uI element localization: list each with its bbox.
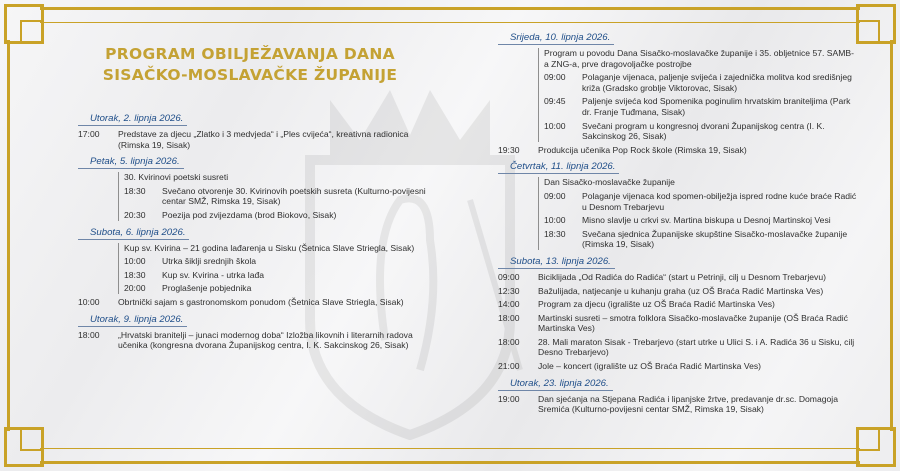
page-title [80, 44, 420, 86]
day-section [498, 378, 858, 415]
event-time: 14:00 [498, 299, 520, 310]
event-row [498, 337, 858, 358]
event-text: Jole – koncert (igralište uz OŠ Braća Radić Martinska Ves) [538, 361, 762, 372]
event-time: 09:00 [544, 190, 566, 201]
event-group-title: Dan Sisačko-moslavačke županije [544, 177, 675, 188]
event-time: 10:00 [78, 296, 100, 307]
event-text: Svečana sjednica Županijske skupštine Sisačko-moslavačke županije (Rimska 19, Sisak) [582, 228, 848, 250]
frame-corner-br-inner [856, 427, 880, 451]
event-group [538, 48, 858, 142]
title-line-2: SISAČKO-MOSLAVAČKE ŽUPANIJE [102, 66, 398, 84]
event-text: Polaganje vijenaca, paljenje svijeća i zajednička molitva kod središnjeg križa (Gradsko groblje Viktorovac, Sisak) [582, 72, 852, 93]
event-row [78, 297, 438, 308]
event-row [124, 186, 438, 207]
event-row [124, 256, 438, 267]
event-text: 28. Mali maraton Sisak - Trebarjevo (start utrke u Ulici S. i A. Radića 36 u Sisku, cilj Desno Trebarjevo) [538, 336, 855, 358]
event-time: 12:30 [498, 285, 520, 296]
event-time: 09:45 [544, 96, 566, 107]
event-row [544, 96, 858, 117]
event-row [498, 394, 858, 415]
left-column [78, 113, 438, 357]
event-text: Svečani program u kongresnoj dvorani Županijskog centra (I. K. Sakcinskog 26, Sisak) [582, 120, 825, 142]
title-line-1: PROGRAM OBILJEŽAVANJA DANA [105, 45, 395, 63]
event-text: Proglašenje pobjednika [162, 283, 252, 294]
event-row [498, 272, 858, 283]
event-row [78, 129, 438, 150]
event-group [118, 172, 438, 220]
event-time: 21:00 [498, 361, 520, 372]
day-section [498, 161, 858, 250]
event-row [498, 313, 858, 334]
event-text: Dan sjećanja na Stjepana Radića i lipanjske žrtve, predavanje dr.sc. Domagoja Sremića (Kulturno-povijesni centar SMŽ, Rimska 19, Sisak) [538, 393, 838, 415]
event-row [124, 270, 438, 281]
event-row [124, 210, 438, 221]
day-section [498, 32, 858, 155]
day-section [78, 314, 438, 351]
event-text: Paljenje svijeća kod Spomenika poginulim hrvatskim braniteljima (Park dr. Franje Tuđmana, Sisak) [582, 96, 851, 117]
event-time: 18:00 [498, 336, 520, 347]
event-row [498, 299, 858, 310]
event-text: Produkcija učenika Pop Rock škole (Rimska 19, Sisak) [538, 144, 747, 155]
event-time: 18:30 [124, 185, 146, 196]
event-time: 18:00 [498, 312, 520, 323]
event-row [544, 229, 858, 250]
frame-left [7, 40, 10, 431]
event-time: 09:00 [544, 72, 566, 83]
event-group [538, 177, 858, 250]
day-title: Subota, 13. lipnja 2026. [498, 256, 615, 269]
event-row [498, 361, 858, 372]
event-text: Poezija pod zvijezdama (brod Biokovo, Sisak) [162, 209, 337, 220]
event-text: Program za djecu (igralište uz OŠ Braća Radić Martinska Ves) [538, 299, 775, 310]
day-title: Utorak, 2. lipnja 2026. [78, 113, 187, 126]
event-time: 09:00 [498, 271, 520, 282]
event-text: Martinski susreti – smotra folklora Sisačko-moslavačke županije (OŠ Braća Radić Martinska Ves) [538, 312, 848, 334]
event-text: „Hrvatski branitelji – junaci modernog doba“ Izložba likovnih i literarnih radova učenika (kongresna dvorana Županijskog centra, I. K. Sakcinskog 26, Sisak) [118, 329, 413, 351]
event-time: 10:00 [124, 256, 146, 267]
event-group [118, 243, 438, 294]
event-row [544, 72, 858, 93]
event-group-title: 30. Kvirinovi poetski susreti [124, 172, 229, 183]
event-time: 20:00 [124, 283, 146, 294]
event-row [124, 283, 438, 294]
day-title: Četvrtak, 11. lipnja 2026. [498, 161, 619, 174]
event-text: Svečano otvorenje 30. Kvirinovih poetskih susreta (Kulturno-povijesni centar SMŽ, Rimska 19, Sisak) [162, 185, 426, 207]
event-group-title: Program u povodu Dana Sisačko-moslavačke županije i 35. obljetnice 57. SAMB-a ZNG-a, prve dragovoljačke postrojbe [544, 48, 855, 69]
event-row [544, 215, 858, 226]
frame-inner-bottom [40, 448, 860, 449]
event-time: 18:00 [78, 329, 100, 340]
event-group-title: Kup sv. Kvirina – 21 godina lađarenja u Sisku (Šetnica Slave Striegla, Sisak) [124, 242, 415, 253]
frame-corner-tr-inner [856, 20, 880, 44]
event-row [498, 145, 858, 156]
frame-inner-top [40, 22, 860, 23]
day-title: Utorak, 23. lipnja 2026. [498, 378, 613, 391]
event-row [498, 286, 858, 297]
event-time: 10:00 [544, 215, 566, 226]
day-section [78, 156, 438, 220]
event-text: Biciklijada „Od Radića do Radića“ (start u Petrinji, cilj u Desnom Trebarjevu) [538, 271, 826, 282]
frame-corner-tl-inner [20, 20, 44, 44]
frame-corner-bl-inner [20, 427, 44, 451]
event-text: Bažulijada, natjecanje u kuhanju graha (uz OŠ Braća Radić Martinska Ves) [538, 285, 824, 296]
event-time: 10:00 [544, 120, 566, 131]
event-text: Utrka šiklji srednjih škola [162, 256, 257, 267]
event-time: 19:30 [498, 144, 520, 155]
event-row [78, 330, 438, 351]
right-column [498, 32, 858, 421]
event-time: 20:30 [124, 209, 146, 220]
event-time: 18:30 [544, 228, 566, 239]
day-title: Subota, 6. lipnja 2026. [78, 227, 189, 240]
event-text: Polaganje vijenaca kod spomen-obilježja ispred rodne kuće braće Radić u Desnom Trebarjevu [582, 190, 857, 212]
event-row [544, 191, 858, 212]
frame-right [890, 40, 893, 431]
frame-bottom [40, 461, 860, 464]
event-time: 19:00 [498, 393, 520, 404]
day-title: Srijeda, 10. lipnja 2026. [498, 32, 614, 45]
event-text: Kup sv. Kvirina - utrka lađa [162, 269, 265, 280]
frame-top [40, 7, 860, 10]
day-section [78, 227, 438, 308]
event-text: Obrtnički sajam s gastronomskom ponudom (Šetnica Slave Striegla, Sisak) [118, 296, 404, 307]
event-text: Misno slavlje u crkvi sv. Martina biskupa u Desnoj Martinskoj Vesi [582, 215, 831, 226]
event-time: 18:30 [124, 269, 146, 280]
day-section [498, 256, 858, 372]
event-time: 17:00 [78, 129, 100, 139]
day-title: Petak, 5. lipnja 2026. [78, 156, 184, 169]
day-section [78, 113, 438, 150]
event-text: Predstave za djecu „Zlatko i 3 medvjeda“ i „Ples cvijeća“, kreativna radionica (Rimska 19, Sisak) [118, 129, 409, 150]
event-row [544, 121, 858, 142]
day-title: Utorak, 9. lipnja 2026. [78, 314, 187, 327]
